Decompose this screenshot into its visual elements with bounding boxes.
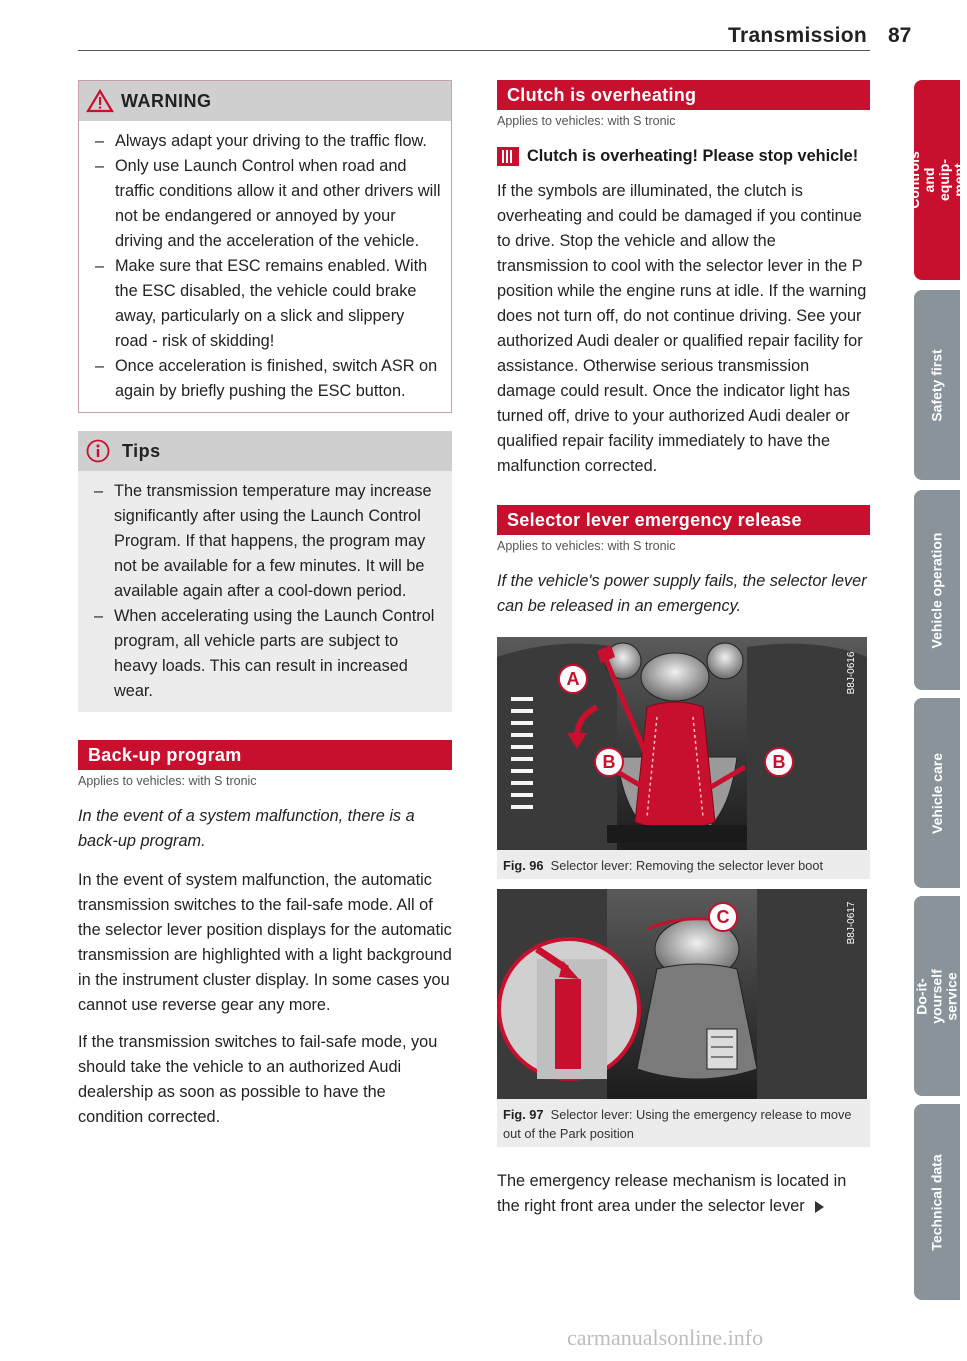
section-title-backup: Back-up program	[78, 740, 452, 770]
section-intro: If the vehicle's power supply fails, the selector lever can be released in an emergency.	[497, 572, 867, 615]
paragraph: If the transmission switches to fail-safe mode, you should take the vehicle to an authorized Audi dealership as soon as possible to have the condition corrected.	[78, 1033, 438, 1126]
watermark: carmanualsonline.info	[567, 1325, 764, 1350]
sidebar-tab-vehicle-care[interactable]	[914, 698, 960, 888]
info-icon	[86, 439, 110, 463]
sidebar-tab-label: Vehicle operation	[928, 532, 945, 648]
sidebar-tab-label: Safety first	[928, 348, 945, 422]
warning-header	[79, 81, 451, 121]
sidebar-tab-technical-data[interactable]	[914, 1104, 960, 1300]
tips-header	[78, 431, 452, 471]
figure-callout: A	[566, 669, 580, 689]
applies-to: Applies to vehicles: with S tronic	[497, 114, 676, 128]
selector-lever-illustration	[497, 637, 867, 850]
figure-label: Fig. 97	[503, 1107, 544, 1122]
tips-box	[78, 431, 452, 712]
clutch-warning-icon	[497, 147, 519, 166]
sidebar-tab-label: Technical data	[928, 1153, 945, 1251]
figure-caption-text: Selector lever: Removing the selector lever boot	[550, 858, 824, 873]
paragraph: In the event of system malfunction, the automatic transmission switches to the fail-safe mode. All of the selector lever position displays for the automatic transmission are highlighted with a light background in the instrument cluster display. In some cases you cannot use reverse gear any more.	[78, 871, 452, 1014]
figure-97	[497, 889, 867, 1099]
header-rule	[78, 50, 870, 51]
right-column	[497, 80, 870, 1231]
emergency-release-illustration	[497, 889, 867, 1099]
warning-triangle-icon	[87, 90, 113, 112]
figure-code: B8J-0616	[846, 651, 857, 695]
figure-caption-text: Selector lever: Using the emergency release to move out of the Park position	[503, 1107, 852, 1141]
section-title-selector: Selector lever emergency release	[497, 505, 870, 535]
figure-code: B8J-0617	[846, 901, 857, 945]
warning-item: – Always adapt your driving to the traffic flow.	[89, 129, 441, 154]
warning-item: – Make sure that ESC remains enabled. With the ESC disabled, the vehicle could brake away, particularly on a slick and slippery road - risk of skidding!	[89, 254, 441, 354]
warning-list	[89, 129, 441, 404]
sidebar-tab-label: Controls and equip- ment	[906, 151, 967, 209]
tips-label: Tips	[122, 440, 161, 461]
figure-callout: B	[602, 752, 616, 772]
warning-label: WARNING	[121, 90, 212, 111]
paragraph: If the symbols are illuminated, the clutch is overheating and could be damaged if you continue to drive. Stop the vehicle and allow the transmission to cool with the selector lever in the P position while the engine runs at idle. If the warning does not turn off, do not continue driving. See your authorized Audi dealer or qualified repair facility for assistance. Otherwise serious transmission damage could result. Once the indicator light has turned off, drive to your authorized Audi dealer or qualified repair facility immediately to have the malfunction corrected.	[497, 182, 867, 475]
tips-item: – When accelerating using the Launch Control program, all vehicle parts are subject to heavy loads. This can result in increased wear.	[88, 604, 442, 704]
sidebar-tab-vehicle-operation[interactable]	[914, 490, 960, 690]
applies-to: Applies to vehicles: with S tronic	[78, 774, 257, 788]
sidebar-tab-safety[interactable]	[914, 290, 960, 480]
paragraph-text: The emergency release mechanism is located in the right front area under the selector lever	[497, 1172, 847, 1215]
sidebar-tab-label: Do-it-yourself service	[913, 968, 960, 1024]
figure-callout: C	[716, 907, 730, 927]
sidebar-tab-label: Vehicle care	[928, 752, 945, 834]
figure-96	[497, 637, 867, 850]
tips-list	[88, 479, 442, 704]
applies-to: Applies to vehicles: with S tronic	[497, 539, 676, 553]
clutch-subheading-text: Clutch is overheating! Please stop vehicle!	[527, 147, 859, 165]
sidebar-tab-controls[interactable]	[906, 80, 967, 280]
section-intro: In the event of a system malfunction, there is a back-up program.	[78, 807, 415, 850]
left-column	[78, 80, 452, 1142]
warning-body	[79, 121, 451, 412]
figure-caption	[497, 850, 870, 879]
figure-callout: B	[772, 752, 786, 772]
page-header-title: Transmission	[728, 24, 867, 47]
figure-caption	[497, 1099, 870, 1147]
warning-box	[78, 80, 452, 413]
page-number: 87	[888, 24, 912, 47]
continue-arrow-icon	[815, 1201, 824, 1213]
warning-item: – Once acceleration is finished, switch ASR on again by briefly pushing the ESC button.	[89, 354, 441, 404]
section-title-clutch: Clutch is overheating	[497, 80, 870, 110]
tips-body	[78, 471, 452, 712]
clutch-subheading	[497, 144, 870, 169]
figure-label: Fig. 96	[503, 858, 544, 873]
tips-item: – The transmission temperature may increase significantly after using the Launch Control Program. If that happens, the program may not be available for a few minutes. It will be available again after a cool-down period.	[88, 479, 442, 604]
warning-item: – Only use Launch Control when road and traffic conditions allow it and other drivers will not be endangered or annoyed by your driving and the acceleration of the vehicle.	[89, 154, 441, 254]
sidebar-tab-diy-service[interactable]	[914, 896, 960, 1096]
paragraph	[497, 1169, 870, 1219]
